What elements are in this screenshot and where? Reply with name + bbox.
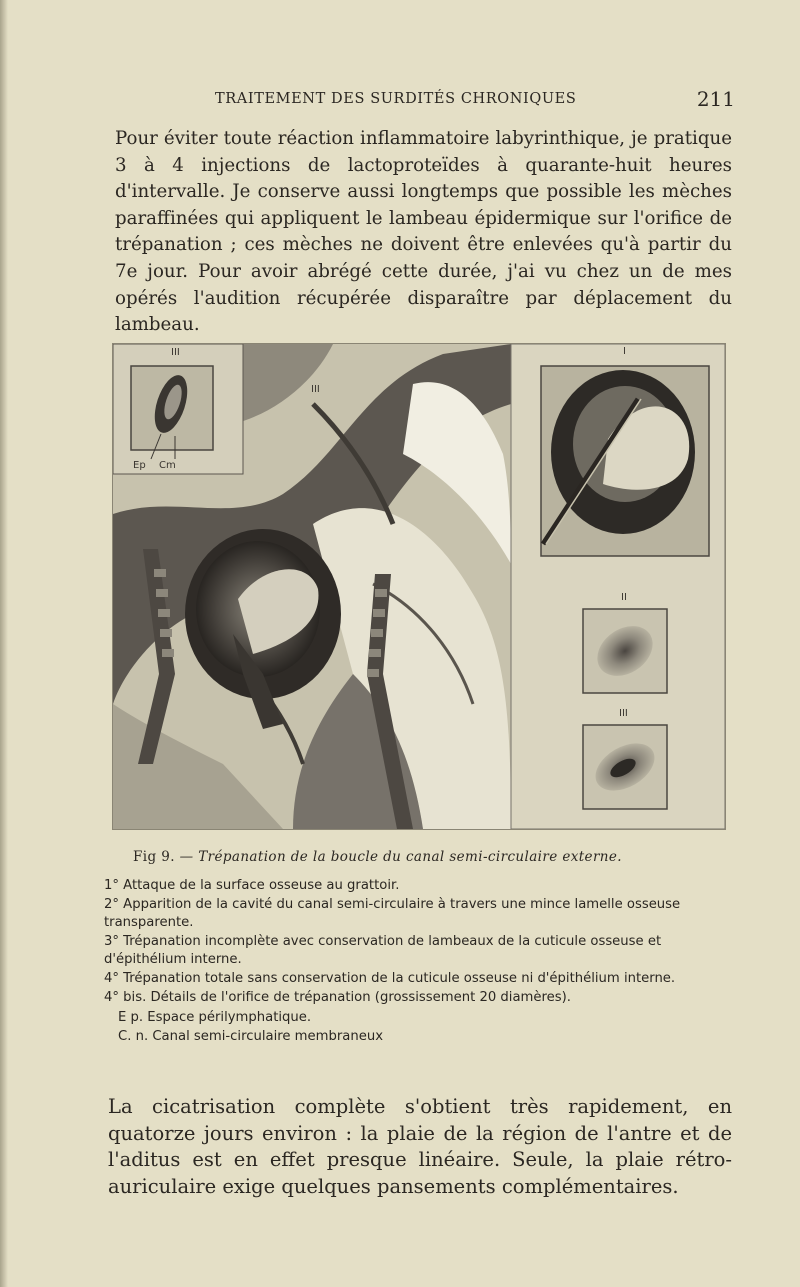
mark-i: I — [623, 346, 626, 357]
legend-item — [104, 896, 730, 931]
legend-item — [104, 933, 730, 968]
figure-caption — [133, 849, 733, 865]
page-header — [215, 88, 735, 112]
legend-text: Trépanation incomplète avec conservation de lambeaux de la cuticule osseuse et d'épithélium interne. — [104, 934, 662, 967]
intro-text: Pour éviter toute réaction inflammatoire labyrinthique, je pratique 3 à 4 injections de lactoproteïdes à quarante-huit heures d'intervalle. Je conserve aussi longtemps que possible les mèches paraffinées qui appliquent le lambeau épidermique sur l'orifice de trépanation ; ces mèches ne doivent être enlevées qu'à partir du 7e jour. Pour avoir abrégé cette durée, j'ai vu chez un de mes opérés l'audition récupérée disparaître par déplacement du lambeau. — [115, 128, 732, 336]
caption-label: Fig 9. — [133, 849, 175, 865]
caption-dash: — — [174, 849, 199, 865]
figure-illustration — [112, 343, 726, 830]
legend-text: Canal semi-circulaire membraneux — [148, 1029, 384, 1045]
legend-number: 4° bis. — [104, 990, 147, 1006]
mark-ii: II — [621, 592, 627, 603]
legend-number: C. n. — [118, 1029, 149, 1045]
legend-text: Détails de l'orifice de trépanation (grossissement 20 diamères). — [146, 990, 571, 1006]
running-head: TRAITEMENT DES SURDITÉS CHRONIQUES — [215, 91, 577, 107]
legend-text: Apparition de la cavité du canal semi-circulaire à travers une mince lamelle osseuse transparente. — [104, 897, 681, 930]
mark-iii-center: III — [311, 384, 320, 395]
mark-ep: Ep — [133, 460, 146, 471]
mark-iii-bottom: III — [619, 708, 628, 719]
legend-item — [104, 877, 730, 894]
figure-legend — [104, 877, 730, 1048]
mark-iii-top: III — [171, 347, 180, 358]
intro-paragraph — [115, 126, 732, 339]
legend-number: 3° — [104, 934, 119, 950]
legend-number: 1° — [104, 878, 119, 893]
legend-number: 4° — [104, 971, 119, 987]
page-number: 211 — [696, 87, 735, 111]
page-edge — [0, 0, 8, 1287]
legend-text: Trépanation totale sans conservation de la cuticule osseuse ni d'épithélium interne. — [118, 971, 676, 987]
legend-item — [104, 1028, 730, 1045]
legend-number: 2° — [104, 897, 119, 913]
legend-item — [104, 970, 730, 987]
mark-cm: Cm — [159, 460, 176, 471]
legend-text: Espace périlymphatique. — [143, 1009, 312, 1025]
closing-text: La cicatrisation complète s'obtient très rapidement, en quatorze jours environ : la plaie de la région de l'antre et de l'aditus est en effet presque linéaire. Seule, la plaie rétro-auriculaire exige quelques pansements complémentaires. — [108, 1095, 732, 1198]
caption-text: Trépanation de la boucle du canal semi-circulaire externe. — [198, 849, 622, 865]
surgical-illustration — [113, 344, 725, 829]
legend-number: E p. — [118, 1009, 144, 1025]
legend-text: Attaque de la surface osseuse au grattoir. — [118, 878, 400, 893]
legend-item — [104, 989, 730, 1006]
closing-paragraph — [108, 1094, 732, 1200]
legend-item — [104, 1009, 730, 1026]
